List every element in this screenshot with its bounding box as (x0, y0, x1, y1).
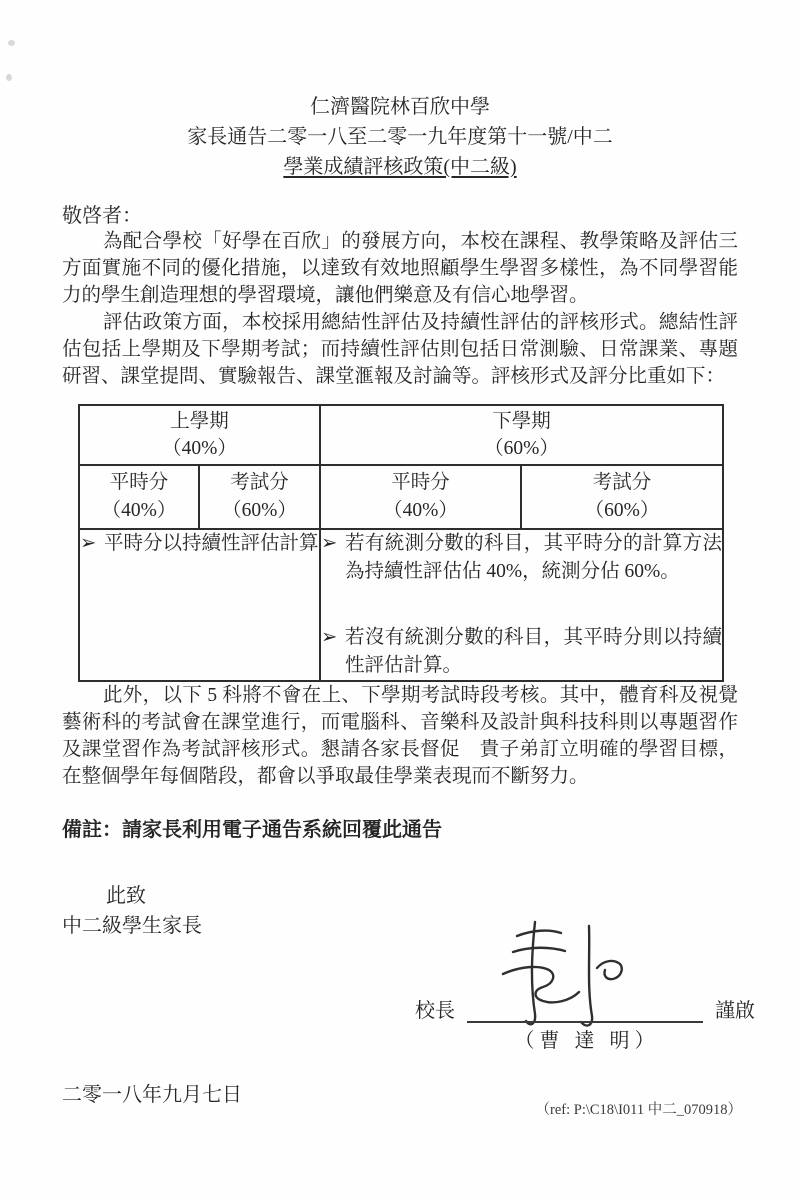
remark-line: 備註：請家長利用電子通告系統回覆此通告 (62, 819, 442, 841)
list-item (321, 530, 722, 586)
principal-name: （曹 達 明） (514, 1030, 660, 1052)
respectfully-label: 謹啟 (715, 1000, 755, 1022)
arrow-bullet-icon: ➢ (321, 533, 338, 554)
file-reference: （ref: P:\C18\I011 中二_070918） (535, 1102, 742, 1118)
col-label: 平時分 (391, 472, 450, 493)
term2-exam-cell (521, 465, 723, 529)
term1-coursework-cell (79, 465, 199, 529)
closing-addressee: 中二級學生家長 (62, 915, 202, 937)
assessment-weight-table (78, 404, 724, 682)
paragraph-assessment-policy: 評估政策方面，本校採用總結性評估及持續性評估的評核形式。總結性評估包括上學期及下學期考試；而持續性評估則包括日常測驗、日常課業、專題研習、課堂提問、實驗報告、課堂滙報及討論等。評核形式及評分比重如下： (62, 312, 738, 387)
col-label: 考試分 (230, 472, 289, 493)
term2-notes-cell (320, 529, 723, 681)
notice-number-line: 家長通告二零一八至二零一九年度第十一號/中二 (187, 126, 613, 148)
list-item (321, 624, 722, 680)
paragraph-non-exam-subjects: 此外，以下 5 科將不會在上、下學期考試時段考核。其中，體育科及視覺藝術科的考試會在課堂進行，而電腦科、音樂科及設計與科技科則以專題習作及課堂習作為考試評核形式。懇請各家長督促 貴子弟訂立明確的學習目標，在整個學年每個階段，都會以爭取最佳學業表現而不斷努力。 (62, 685, 738, 787)
term1-header-cell (79, 405, 320, 465)
scan-artifact (6, 74, 12, 81)
letter-date: 二零一八年九月七日 (62, 1084, 242, 1106)
term1-exam-cell (199, 465, 320, 529)
table-row-terms (79, 405, 723, 465)
arrow-bullet-icon: ➢ (321, 627, 338, 648)
school-name: 仁濟醫院林百欣中學 (310, 96, 490, 118)
principal-label: 校長 (415, 1000, 455, 1022)
col-weight: （60%） (584, 500, 660, 521)
term1-weight: （40%） (162, 438, 237, 459)
letter-subject: 學業成績評核政策(中二級) (283, 156, 517, 178)
col-weight: （40%） (101, 500, 177, 521)
salutation: 敬啓者： (62, 205, 142, 227)
term1-notes-cell (79, 529, 320, 681)
col-weight: （40%） (383, 500, 458, 521)
term2-weight: （60%） (484, 438, 559, 459)
term1-note-text: 平時分以持續性評估計算 (104, 533, 319, 554)
list-item (80, 530, 319, 558)
col-label: 平時分 (109, 472, 169, 493)
term2-note-text: 若有統測分數的科目，其平時分的計算方法為持續性評估佔 40%，統測分佔 60%。 (345, 533, 722, 582)
col-weight: （60%） (222, 500, 297, 521)
col-label: 考試分 (592, 472, 652, 493)
term2-label: 下學期 (492, 411, 551, 432)
term2-header-cell (320, 405, 723, 465)
term2-coursework-cell (320, 465, 521, 529)
table-row-notes (79, 529, 723, 681)
signature-block (415, 920, 755, 1060)
arrow-bullet-icon: ➢ (80, 533, 97, 554)
scan-artifact (8, 40, 15, 46)
term1-label: 上學期 (170, 411, 229, 432)
letter-header (62, 0, 738, 182)
closing-cidence: 此致 (106, 885, 146, 907)
letter-content (62, 0, 738, 941)
paragraph-school-direction: 為配合學校「好學在百欣」的發展方向，本校在課程、教學策略及評估三方面實施不同的優化措施，以達致有效地照顧學生學習多樣性，為不同學習能力的學生創造理想的學習環境，讓他們樂意及有信心地學習。 (62, 231, 738, 306)
term2-note-text: 若沒有統測分數的科目，其平時分則以持續性評估計算。 (345, 627, 722, 676)
table-row-components (79, 465, 723, 529)
signature-line (467, 995, 703, 1023)
signature-line-row (415, 994, 755, 1023)
